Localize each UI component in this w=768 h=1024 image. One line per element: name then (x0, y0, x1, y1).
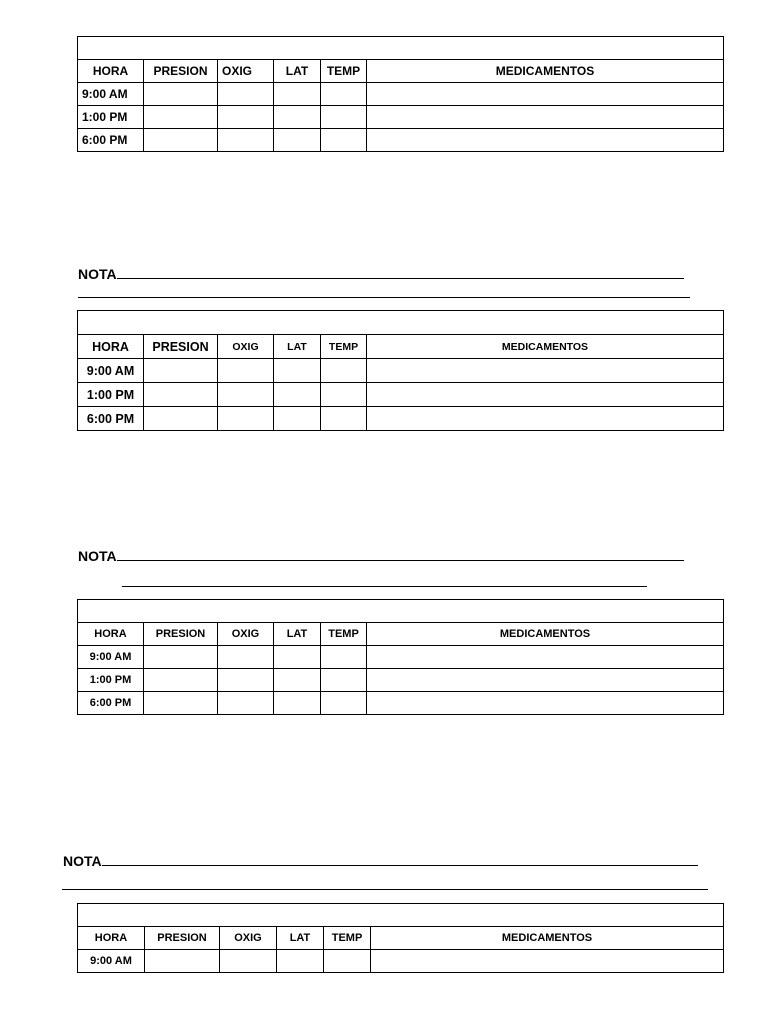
header-presion: PRESION (144, 60, 218, 83)
presion-cell[interactable] (144, 383, 218, 407)
temp-cell[interactable] (321, 692, 367, 715)
presion-cell[interactable] (144, 692, 218, 715)
medicamentos-cell[interactable] (367, 669, 724, 692)
time-cell: 6:00 PM (78, 407, 144, 431)
table-row (78, 359, 724, 383)
medicamentos-cell[interactable] (367, 646, 724, 669)
header-temp: TEMP (321, 623, 367, 646)
temp-cell[interactable] (321, 359, 367, 383)
oxig-cell[interactable] (220, 950, 277, 973)
header-oxig: OXIG (218, 623, 274, 646)
table-row (78, 106, 724, 129)
temp-cell[interactable] (321, 669, 367, 692)
oxig-cell[interactable] (218, 129, 274, 152)
table-row (78, 669, 724, 692)
oxig-cell[interactable] (218, 646, 274, 669)
table-row (78, 83, 724, 106)
presion-cell[interactable] (145, 950, 220, 973)
note-line[interactable] (122, 586, 647, 587)
header-hora: HORA (78, 927, 145, 950)
lat-cell[interactable] (277, 950, 324, 973)
time-cell: 9:00 AM (78, 359, 144, 383)
note-line[interactable] (102, 853, 698, 866)
header-medicamentos: MEDICAMENTOS (367, 623, 724, 646)
header-hora: HORA (78, 623, 144, 646)
vitals-table-1 (77, 36, 724, 152)
lat-cell[interactable] (274, 692, 321, 715)
header-oxig: OXIG (220, 927, 277, 950)
table-title-row (78, 904, 724, 927)
header-presion: PRESION (145, 927, 220, 950)
table-row (78, 407, 724, 431)
medicamentos-cell[interactable] (367, 83, 724, 106)
table-title-row (78, 311, 724, 335)
table-title-row (78, 37, 724, 60)
header-temp: TEMP (321, 335, 367, 359)
header-medicamentos: MEDICAMENTOS (367, 335, 724, 359)
time-cell: 1:00 PM (78, 383, 144, 407)
temp-cell[interactable] (321, 129, 367, 152)
lat-cell[interactable] (274, 359, 321, 383)
note-line[interactable] (62, 889, 708, 890)
lat-cell[interactable] (274, 407, 321, 431)
temp-cell[interactable] (321, 83, 367, 106)
time-cell: 9:00 AM (78, 950, 145, 973)
oxig-cell[interactable] (218, 407, 274, 431)
presion-cell[interactable] (144, 129, 218, 152)
header-lat: LAT (277, 927, 324, 950)
medicamentos-cell[interactable] (371, 950, 724, 973)
temp-cell[interactable] (321, 646, 367, 669)
table-row (78, 129, 724, 152)
note-line[interactable] (78, 297, 690, 298)
time-cell: 9:00 AM (78, 646, 144, 669)
medicamentos-cell[interactable] (367, 383, 724, 407)
vitals-table-3 (77, 599, 724, 715)
note-line[interactable] (117, 548, 684, 561)
lat-cell[interactable] (274, 83, 321, 106)
time-cell: 1:00 PM (78, 106, 144, 129)
time-cell: 6:00 PM (78, 692, 144, 715)
note-line[interactable] (117, 266, 684, 279)
header-presion: PRESION (144, 623, 218, 646)
presion-cell[interactable] (144, 106, 218, 129)
oxig-cell[interactable] (218, 383, 274, 407)
presion-cell[interactable] (144, 646, 218, 669)
header-presion: PRESION (144, 335, 218, 359)
table-title-row (78, 600, 724, 623)
medicamentos-cell[interactable] (367, 407, 724, 431)
oxig-cell[interactable] (218, 359, 274, 383)
lat-cell[interactable] (274, 106, 321, 129)
medicamentos-cell[interactable] (367, 129, 724, 152)
lat-cell[interactable] (274, 669, 321, 692)
note-3 (63, 853, 698, 869)
presion-cell[interactable] (144, 669, 218, 692)
oxig-cell[interactable] (218, 106, 274, 129)
lat-cell[interactable] (274, 646, 321, 669)
note-label: NOTA (63, 853, 102, 869)
medicamentos-cell[interactable] (367, 106, 724, 129)
header-lat: LAT (274, 60, 321, 83)
table-row (78, 646, 724, 669)
table-row (78, 950, 724, 973)
vitals-table-2 (77, 310, 724, 431)
medicamentos-cell[interactable] (367, 692, 724, 715)
header-oxig: OXIG (218, 335, 274, 359)
note-2 (78, 548, 684, 564)
temp-cell[interactable] (321, 407, 367, 431)
oxig-cell[interactable] (218, 669, 274, 692)
temp-cell[interactable] (324, 950, 371, 973)
temp-cell[interactable] (321, 383, 367, 407)
presion-cell[interactable] (144, 407, 218, 431)
table-row (78, 383, 724, 407)
lat-cell[interactable] (274, 383, 321, 407)
note-label: NOTA (78, 548, 117, 564)
presion-cell[interactable] (144, 359, 218, 383)
time-cell: 1:00 PM (78, 669, 144, 692)
table-row (78, 692, 724, 715)
vitals-table-4 (77, 903, 724, 973)
note-label: NOTA (78, 266, 117, 282)
temp-cell[interactable] (321, 106, 367, 129)
presion-cell[interactable] (144, 83, 218, 106)
time-cell: 9:00 AM (78, 83, 144, 106)
header-lat: LAT (274, 335, 321, 359)
header-temp: TEMP (321, 60, 367, 83)
time-cell: 6:00 PM (78, 129, 144, 152)
oxig-cell[interactable] (218, 692, 274, 715)
medicamentos-cell[interactable] (367, 359, 724, 383)
header-lat: LAT (274, 623, 321, 646)
note-1 (78, 266, 684, 282)
oxig-cell[interactable] (218, 83, 274, 106)
header-temp: TEMP (324, 927, 371, 950)
header-medicamentos: MEDICAMENTOS (367, 60, 724, 83)
lat-cell[interactable] (274, 129, 321, 152)
header-oxig: OXIG (218, 60, 274, 83)
header-medicamentos: MEDICAMENTOS (371, 927, 724, 950)
header-hora: HORA (78, 60, 144, 83)
header-hora: HORA (78, 335, 144, 359)
